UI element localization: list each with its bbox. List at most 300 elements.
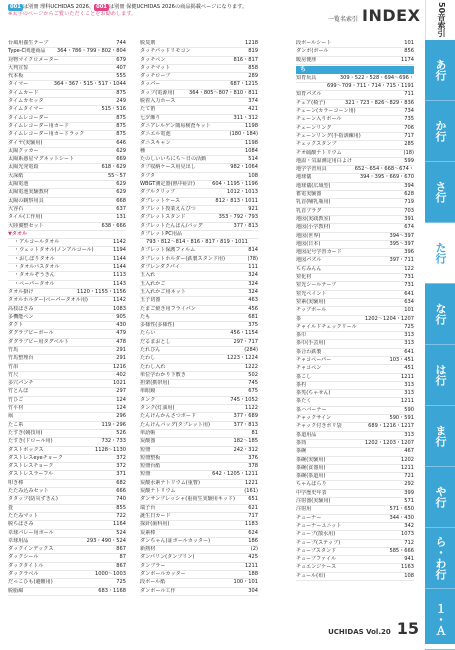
entry-name: 地球儀(広域型) xyxy=(296,182,331,189)
entry-name: タンブラー xyxy=(140,562,166,569)
entry-pages: 1113 xyxy=(113,272,126,279)
entry-name: たわし xyxy=(140,355,156,362)
entry-pages: 377・813 xyxy=(233,421,258,428)
entry-pages: 377・689 xyxy=(233,413,258,420)
entry-name: チューナーユニット xyxy=(296,522,342,529)
entry-pages: 711 xyxy=(404,91,414,98)
entry-name: ダストボックス xyxy=(8,446,44,453)
entry-pages: 1128〜1130 xyxy=(94,446,126,453)
entry-name: 卓球用品 xyxy=(8,537,29,544)
index-entry xyxy=(296,150,414,158)
entry-name: だっこひも(避難用) xyxy=(8,579,53,586)
entry-name: タイル(工作用) xyxy=(8,214,43,221)
index-entry xyxy=(8,123,126,131)
entry-name: ダストレスeyeチョーク xyxy=(8,454,63,461)
index-entry xyxy=(140,115,258,123)
index-entry xyxy=(8,289,126,297)
index-entry xyxy=(8,164,126,172)
index-entry xyxy=(8,314,126,322)
entry-name: 茶碗(茶道用) xyxy=(296,473,326,480)
entry-name: 対物マイクロメーター xyxy=(8,56,59,63)
entry-pages: 353・792・793 xyxy=(218,214,258,221)
entry-pages: 628 xyxy=(404,191,414,198)
entry-name: 脱臭剤 xyxy=(140,40,156,46)
entry-pages: 1144 xyxy=(113,255,126,262)
index-entry xyxy=(140,306,258,314)
entry-name: 茶たく xyxy=(296,398,312,405)
index-entry xyxy=(296,208,414,216)
entry-pages: 81 xyxy=(251,429,258,436)
entry-name: 知育パズル xyxy=(296,91,322,98)
index-entry xyxy=(8,380,126,388)
index-entry xyxy=(8,198,126,206)
entry-name: タイムレコーダー xyxy=(8,114,49,121)
index-entry xyxy=(296,91,414,99)
index-entry xyxy=(140,48,258,56)
entry-name: チューナー xyxy=(296,514,322,521)
index-entry xyxy=(8,397,126,405)
entry-pages: 735 xyxy=(404,116,414,123)
index-entry xyxy=(140,65,258,73)
index-entry xyxy=(296,423,414,431)
entry-name: ・タオルぞうきん xyxy=(14,272,55,279)
index-entry xyxy=(140,264,258,272)
entry-pages: 740 xyxy=(116,496,126,503)
entry-name: チェーンリング xyxy=(296,124,332,131)
index-entry xyxy=(296,365,414,373)
kana-tab[interactable]: た行 xyxy=(425,223,455,284)
entry-pages: (2) xyxy=(250,546,258,553)
entry-name: たまご焼き用フライパン xyxy=(140,305,196,312)
entry-name: 台風用養生テープ xyxy=(8,40,49,46)
entry-pages: 1021 xyxy=(113,380,126,387)
entry-pages: 1223・1224 xyxy=(226,355,258,362)
entry-pages: 725 xyxy=(116,579,126,586)
index-entry xyxy=(140,422,258,430)
index-entry xyxy=(296,299,414,307)
index-entry xyxy=(8,405,126,413)
index-entry xyxy=(140,405,258,413)
index-entry xyxy=(296,382,414,390)
index-entry xyxy=(8,521,126,529)
entry-pages: 571・650 xyxy=(389,506,414,513)
entry-pages: 812・813・1011 xyxy=(215,197,258,204)
entry-name: 玉子切器 xyxy=(140,297,161,304)
entry-name: タッパー xyxy=(140,81,161,88)
index-entry xyxy=(8,48,126,56)
entry-pages: 1198 xyxy=(245,139,258,146)
entry-pages: 344・430 xyxy=(389,514,414,521)
entry-name: 脱ちばさみ xyxy=(8,521,34,528)
entry-pages: 651 xyxy=(248,496,258,503)
entry-pages: 618・629 xyxy=(101,164,126,171)
entry-name: タブレット授業えんぴつ xyxy=(140,205,196,212)
index-entry xyxy=(296,340,414,348)
science-text: は別冊 理科UCHIDAS 2026、 xyxy=(22,4,95,10)
entry-name: タイムレコーダー用カードラック xyxy=(8,131,85,138)
entry-name: 茶道用品 xyxy=(296,431,317,438)
entry-name: 短冊整板 xyxy=(140,454,161,461)
index-entry xyxy=(8,339,126,347)
index-entry xyxy=(140,256,258,264)
entry-name: 大容石 xyxy=(8,205,24,212)
entry-name: たんけんバッグ(タブレット用) xyxy=(140,421,210,428)
index-entry xyxy=(8,322,126,330)
entry-pages: 122 xyxy=(404,265,414,272)
entry-pages: 394 xyxy=(404,182,414,189)
entry-pages: 637 xyxy=(116,205,126,212)
entry-name: 地図(世界) xyxy=(296,232,321,239)
entry-pages: 131 xyxy=(116,214,126,221)
entry-name: チャコペン xyxy=(296,365,322,372)
entry-name: 単語帳 xyxy=(140,429,156,436)
index-entry xyxy=(296,307,414,315)
index-entry xyxy=(296,316,414,324)
index-entry xyxy=(140,505,258,513)
index-heading: INDEX xyxy=(362,6,421,25)
index-entry xyxy=(296,481,414,489)
entry-pages: 867 xyxy=(116,562,126,569)
entry-name: WBGT測定器(熱中症計) xyxy=(140,181,195,188)
index-entry xyxy=(8,214,126,222)
entry-pages: 712 xyxy=(404,539,414,546)
index-entry xyxy=(8,579,126,587)
entry-name: ・ペーパータオル xyxy=(14,280,55,287)
kana-tab[interactable]: は行 xyxy=(425,345,455,406)
index-entry xyxy=(140,571,258,579)
entry-name: 地図(小学教材) xyxy=(296,224,331,231)
index-entry xyxy=(140,488,258,496)
index-entry xyxy=(140,289,258,297)
kana-tab[interactable]: ら・わ行 xyxy=(425,528,455,589)
entry-name: タブレットホルダー(鉄製スタンド用) xyxy=(140,255,226,262)
index-entry xyxy=(8,115,126,123)
entry-pages: 1211 xyxy=(401,373,414,380)
entry-pages: 297 xyxy=(116,388,126,395)
entry-pages: 875 xyxy=(116,114,126,121)
entry-pages: 101 xyxy=(404,307,414,314)
entry-name: 中学歴史年表 xyxy=(296,489,327,496)
index-entry xyxy=(8,256,126,264)
index-column-1 xyxy=(8,40,126,596)
entry-name: 茶ハバーナー xyxy=(296,406,327,413)
index-entry xyxy=(296,390,414,398)
entry-pages: 478 xyxy=(116,338,126,345)
entry-pages: 1222 xyxy=(245,363,258,370)
entry-name: たんけんかんさつボード xyxy=(140,413,197,420)
entry-pages: 296 xyxy=(116,413,126,420)
entry-pages: 372 xyxy=(116,454,126,461)
entry-name: チュール(布) xyxy=(296,572,326,579)
entry-pages: 289 xyxy=(248,73,258,80)
kana-tab[interactable]: さ行 xyxy=(425,162,455,223)
kana-section-header: ち xyxy=(296,66,414,74)
entry-name: 地球儀 xyxy=(296,174,312,181)
entry-name: ダンパリン(タンプリン) xyxy=(140,554,195,561)
index-entry xyxy=(296,174,414,182)
entry-pages: 313 xyxy=(404,390,414,397)
index-entry xyxy=(140,563,258,571)
entry-name: ダグラブビーボール xyxy=(8,330,54,337)
index-entry xyxy=(8,90,126,98)
entry-pages: 1216 xyxy=(113,363,126,370)
entry-name: チャイルドチェックリール xyxy=(296,323,357,330)
index-entry xyxy=(140,496,258,504)
entry-pages: 397・711 xyxy=(389,257,414,264)
entry-pages: 641 xyxy=(404,348,414,355)
entry-name: たれびん xyxy=(140,346,161,353)
entry-name: タイムカセッタ xyxy=(8,98,44,105)
entry-pages: 1202 xyxy=(401,456,414,463)
index-entry xyxy=(8,65,126,73)
index-entry xyxy=(296,257,414,265)
entry-name: タオル掛け xyxy=(8,288,34,295)
entry-name: ダブレンダクパイ xyxy=(140,264,180,271)
entry-name: 窒光ペイント xyxy=(296,290,327,297)
index-entry xyxy=(296,75,414,83)
index-title xyxy=(328,6,420,25)
entry-pages: 624 xyxy=(248,529,258,536)
index-entry xyxy=(140,173,258,181)
entry-name: 玉入れ xyxy=(140,272,156,279)
entry-name: 短冊 xyxy=(140,446,151,453)
entry-name: 叩き棒 xyxy=(8,479,24,486)
entry-name: 窒素(実験用) xyxy=(296,298,326,305)
index-entry xyxy=(296,374,414,382)
entry-pages: 425 xyxy=(248,554,258,561)
entry-name: 窒光シールテープ xyxy=(296,282,337,289)
entry-pages: 188 xyxy=(248,571,258,577)
entry-pages: 629 xyxy=(116,181,126,188)
kana-tab[interactable]: ま行 xyxy=(425,406,455,467)
entry-name: タタップ(防災ずきん) xyxy=(8,496,58,503)
entry-name: 注射器(実験用) xyxy=(296,498,331,505)
entry-pages: 599 xyxy=(404,157,414,164)
entry-pages: 456・1154 xyxy=(230,330,258,337)
entry-name: ダニスキャン xyxy=(140,139,171,146)
entry-pages: (161) xyxy=(244,488,258,495)
entry-pages: 745 xyxy=(248,380,258,387)
entry-pages: 675 xyxy=(248,388,258,395)
entry-pages: 463 xyxy=(248,297,258,304)
index-entry xyxy=(140,339,258,347)
index-entry xyxy=(296,407,414,415)
index-entry xyxy=(140,430,258,438)
entry-pages: 456 xyxy=(248,305,258,312)
entry-pages: 407 xyxy=(116,64,126,71)
entry-pages: 732・733 xyxy=(101,438,126,445)
health-tag: 001 xyxy=(96,4,107,10)
index-entry xyxy=(140,388,258,396)
kana-tab[interactable]: や行 xyxy=(425,467,455,528)
entry-name: 茶巾(手芸用) xyxy=(296,340,326,347)
entry-name: たすき(ドロール用) xyxy=(8,438,53,445)
entry-name: 高枝ばさみ xyxy=(8,305,34,312)
entry-pages: 1073 xyxy=(401,531,414,538)
entry-pages: 1202・1203・1207 xyxy=(364,439,414,446)
index-entry xyxy=(8,488,126,496)
index-entry xyxy=(8,297,126,305)
index-entry xyxy=(8,372,126,380)
entry-name: たたみマット xyxy=(8,512,39,519)
index-entry xyxy=(8,173,126,181)
index-entry xyxy=(8,156,126,164)
entry-pages: 101 xyxy=(404,40,414,46)
kana-tab[interactable]: か行 xyxy=(425,101,455,162)
entry-pages: 297・717 xyxy=(233,338,258,345)
entry-pages: 430 xyxy=(116,322,126,329)
entry-pages: 731 xyxy=(404,282,414,289)
index-entry xyxy=(140,322,258,330)
entry-pages: 734 xyxy=(404,108,414,115)
entry-pages: 642・1205・1211 xyxy=(212,471,258,478)
index-entry xyxy=(296,573,414,581)
entry-pages: 666 xyxy=(116,488,126,495)
entry-name: 大陸翼整セット xyxy=(8,222,44,229)
entry-name: 単位学わかり下敷き xyxy=(140,371,186,378)
entry-name: タブタ xyxy=(140,172,155,179)
entry-name: チェーンリング(手指訓練用) xyxy=(296,132,361,139)
kana-tab[interactable]: あ行 xyxy=(425,40,455,101)
footer xyxy=(328,619,419,638)
entry-pages: 683・1168 xyxy=(98,587,126,594)
index-entry xyxy=(140,140,258,148)
entry-pages: 375 xyxy=(248,322,258,329)
entry-name: 脱着入力ホース xyxy=(140,98,176,105)
index-entry xyxy=(8,272,126,280)
index-entry xyxy=(296,83,414,91)
index-entry xyxy=(140,330,258,338)
index-entry xyxy=(140,181,258,189)
entry-pages: 725 xyxy=(404,323,414,330)
entry-pages: 394〜397 xyxy=(389,232,414,239)
entry-pages: 100・101 xyxy=(233,579,258,586)
kana-tab[interactable]: な行 xyxy=(425,284,455,345)
index-entry xyxy=(140,447,258,455)
entry-name: ダイヤ(実験用) xyxy=(8,139,43,146)
index-entry xyxy=(140,239,258,247)
entry-pages: 745・1052 xyxy=(230,396,258,403)
entry-pages: 249 xyxy=(116,98,126,105)
entry-pages: 585・666 xyxy=(389,547,414,554)
entry-name: 太陽系惑星マグネットシート xyxy=(8,156,75,163)
entry-pages: (18) xyxy=(403,149,414,156)
index-entry xyxy=(8,430,126,438)
entry-name: ダブルクリップ xyxy=(140,189,176,196)
index-entry xyxy=(296,564,414,572)
entry-pages: 590 xyxy=(404,406,414,413)
entry-name: ダンボール工作 xyxy=(140,587,176,594)
entry-pages: 674 xyxy=(404,224,414,231)
entry-pages: 816・817 xyxy=(233,56,258,63)
index-entry xyxy=(8,239,126,247)
entry-pages: 638・666 xyxy=(101,222,126,229)
entry-pages: 699〜709・711・714・715・1191 xyxy=(326,83,414,90)
index-entry xyxy=(140,554,258,562)
entry-name: タイマー xyxy=(8,81,29,88)
index-entry xyxy=(296,141,414,149)
entry-name: 段ボール紙 xyxy=(140,579,166,586)
index-entry xyxy=(140,247,258,255)
index-entry xyxy=(296,506,414,514)
entry-name: 茶筒 xyxy=(296,439,307,446)
entry-pages: 371 xyxy=(116,471,126,478)
kana-tab[interactable]: １・Ａ xyxy=(425,589,455,650)
entry-name: たて笛 xyxy=(140,106,156,113)
entry-name: タッチマット xyxy=(140,64,171,71)
entry-pages: 364・786・799・802・804 xyxy=(57,48,126,55)
entry-name: ダンちゃん(証ボールカッター) xyxy=(140,537,211,544)
index-entry xyxy=(140,81,258,89)
entry-pages: 717 xyxy=(248,512,258,519)
entry-pages: 502 xyxy=(248,371,258,378)
entry-name: タップ(電源用) xyxy=(140,89,175,96)
entry-pages: 1164 xyxy=(113,521,126,528)
entry-name: 竹串 xyxy=(8,363,19,370)
entry-name: ダックシール xyxy=(8,554,39,561)
index-entry xyxy=(8,554,126,562)
index-entry xyxy=(140,314,258,322)
entry-name: 793・812〜814・816・817・819・1011 xyxy=(146,239,248,246)
index-entry xyxy=(296,274,414,282)
entry-name: ・おしぼりタオル xyxy=(14,255,55,262)
entry-pages: 722 xyxy=(116,512,126,519)
entry-pages: 186 xyxy=(248,537,258,544)
entry-name: ダブレットスタンド xyxy=(140,214,186,221)
entry-name: 玉入れかご用ネット xyxy=(140,288,186,295)
index-entry xyxy=(140,380,258,388)
entry-pages: 399 xyxy=(404,489,414,496)
entry-name: 地図(実践教室) xyxy=(296,215,331,222)
entry-pages: 1211 xyxy=(401,464,414,471)
index-entry xyxy=(8,223,126,231)
index-entry xyxy=(296,473,414,481)
entry-name: 段ボールシート xyxy=(296,40,332,46)
index-entry xyxy=(8,81,126,89)
entry-pages: 1144 xyxy=(113,264,126,271)
entry-pages: 526 xyxy=(116,429,126,436)
entry-name: ちゃんばらり xyxy=(296,481,327,488)
entry-name: タイムカード xyxy=(8,89,39,96)
header-note xyxy=(8,4,328,18)
index-entry xyxy=(140,355,258,363)
index-entry xyxy=(8,73,126,81)
entry-name: ダストレスラーフル xyxy=(8,471,54,478)
index-entry xyxy=(140,546,258,554)
index-entry xyxy=(140,513,258,521)
entry-pages: 108 xyxy=(248,172,258,179)
entry-pages: 679 xyxy=(116,56,126,63)
entry-name: ダッチローブ xyxy=(140,73,171,80)
entry-name: 地図パズル xyxy=(296,257,322,264)
index-entry xyxy=(296,116,414,124)
entry-name: ▼タオル xyxy=(8,230,28,237)
entry-pages: 1194 xyxy=(113,247,126,254)
index-entry xyxy=(140,106,258,114)
index-entry xyxy=(140,156,258,164)
entry-name: 竹馬 xyxy=(8,346,19,353)
index-entry xyxy=(140,281,258,289)
entry-pages: 515・516 xyxy=(101,106,126,113)
entry-name: 注射用 xyxy=(296,506,312,513)
entry-pages: 111 xyxy=(248,264,258,271)
entry-name: ダンボールカッター xyxy=(140,571,186,577)
entry-pages: 681 xyxy=(248,313,258,320)
entry-name: たわし入れ xyxy=(140,363,166,370)
index-entry xyxy=(296,183,414,191)
index-entry xyxy=(8,422,126,430)
index-entry xyxy=(8,206,126,214)
